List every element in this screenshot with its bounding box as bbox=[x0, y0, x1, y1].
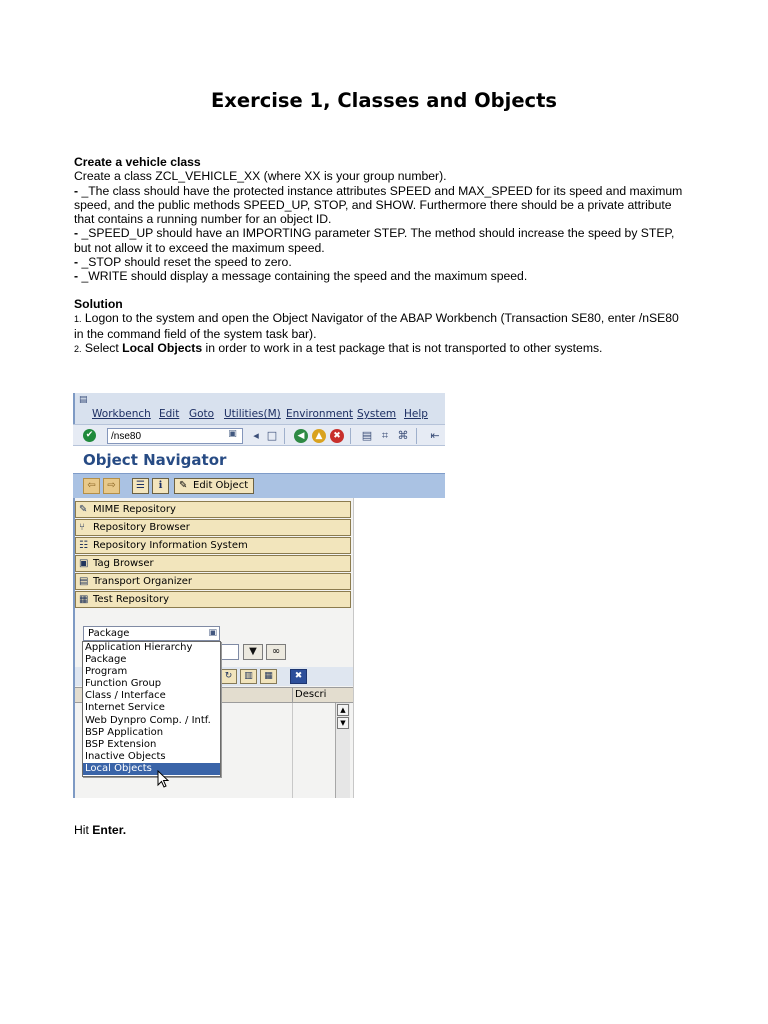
application-toolbar bbox=[73, 473, 445, 498]
first-page-icon[interactable]: ⇤ bbox=[430, 429, 440, 442]
bullet-item: - _WRITE should display a message containing the speed and the maximum speed. bbox=[74, 269, 528, 284]
menu-utilities[interactable]: Utilities(M) bbox=[224, 408, 281, 420]
menu-bar bbox=[73, 393, 445, 424]
nav-tab-transport-organizer[interactable]: ▤ Transport Organizer bbox=[75, 573, 351, 590]
cancel-icon[interactable]: ✖ bbox=[330, 429, 344, 443]
truck-icon: ▤ bbox=[79, 576, 89, 587]
info-icon[interactable]: ℹ bbox=[152, 478, 169, 494]
dropdown-option[interactable]: BSP Application bbox=[85, 726, 164, 738]
object-name-input[interactable] bbox=[220, 644, 239, 660]
mime-icon: ✎ bbox=[79, 504, 88, 515]
dropdown-option-local-objects[interactable]: Local Objects bbox=[83, 763, 220, 775]
nav-tab-repository-browser[interactable]: ⑂ Repository Browser bbox=[75, 519, 351, 536]
sap-screenshot bbox=[73, 393, 445, 798]
bullet-item: - _SPEED_UP should have an IMPORTING parameter STEP. The method should increase the speed by STEP, but not allow it to exceed the maximum speed. bbox=[74, 226, 675, 255]
expand-icon[interactable]: ▦ bbox=[260, 669, 277, 684]
object-type-select[interactable]: Package ▣ bbox=[83, 626, 220, 641]
scroll-down-icon[interactable]: ▼ bbox=[337, 717, 349, 729]
dropdown-arrow-button[interactable]: ▼ bbox=[243, 644, 263, 660]
nav-tab-test-repository[interactable]: ▦ Test Repository bbox=[75, 591, 351, 608]
dropdown-option[interactable]: BSP Extension bbox=[85, 738, 157, 750]
back-icon[interactable]: ◀ bbox=[294, 429, 308, 443]
enter-icon[interactable]: ✔ bbox=[83, 429, 96, 442]
vertical-scrollbar[interactable] bbox=[335, 703, 350, 798]
scroll-up-icon[interactable]: ▲ bbox=[337, 704, 349, 716]
menu-environment[interactable]: Environment bbox=[286, 408, 354, 420]
close-icon[interactable]: ✖ bbox=[290, 669, 307, 684]
hit-enter-instruction: Hit Enter. bbox=[74, 823, 127, 837]
column-header-description[interactable]: Descri bbox=[292, 687, 334, 703]
dropdown-option[interactable]: Function Group bbox=[85, 678, 162, 690]
app-title: Object Navigator bbox=[83, 451, 227, 469]
section-create-vehicle-class bbox=[74, 155, 684, 284]
save-icon[interactable]: □ bbox=[266, 429, 278, 442]
edit-object-button[interactable]: ✎ Edit Object bbox=[174, 478, 254, 494]
section-heading: Solution bbox=[74, 297, 123, 311]
nav-tab-mime-repository[interactable]: ✎ MIME Repository bbox=[75, 501, 351, 518]
dropdown-icon: ▣ bbox=[208, 628, 217, 638]
system-toolbar bbox=[73, 424, 445, 446]
menu-system[interactable]: System bbox=[357, 408, 397, 420]
menu-help[interactable]: Help bbox=[404, 408, 428, 420]
menu-goto[interactable]: Goto bbox=[189, 408, 215, 420]
refresh-icon[interactable]: ↻ bbox=[220, 669, 237, 684]
display-object-list-icon[interactable]: ☰ bbox=[132, 478, 149, 494]
dropdown-option[interactable]: Web Dynpro Comp. / Intf. bbox=[85, 714, 211, 726]
command-history-icon[interactable]: ▣ bbox=[228, 429, 237, 439]
command-field[interactable] bbox=[107, 428, 243, 444]
section-heading: Create a vehicle class bbox=[74, 155, 201, 169]
dropdown-option[interactable]: Inactive Objects bbox=[85, 750, 166, 762]
collapse-icon[interactable]: ▥ bbox=[240, 669, 257, 684]
system-menu-icon[interactable]: ▤ bbox=[79, 395, 88, 405]
tag-icon: ▣ bbox=[79, 558, 89, 569]
nav-tab-repository-information-system[interactable]: ☷ Repository Information System bbox=[75, 537, 351, 554]
dropdown-option[interactable]: Application Hierarchy bbox=[85, 642, 193, 653]
intro-text: Create a class ZCL_VEHICLE_XX (where XX is your group number). bbox=[74, 169, 447, 184]
test-icon: ▦ bbox=[79, 594, 89, 605]
find-icon[interactable]: ⌗ bbox=[381, 429, 389, 442]
step-item: 1. Logon to the system and open the Object Navigator of the ABAP Workbench (Transaction SE80, enter /nSE80 in the command field of the system task bar). bbox=[74, 311, 679, 341]
dropdown-option[interactable]: Internet Service bbox=[85, 702, 165, 714]
dropdown-option[interactable]: Class / Interface bbox=[85, 690, 166, 702]
tree-icon: ⑂ bbox=[79, 522, 85, 533]
display-glasses-button[interactable]: ∞ bbox=[266, 644, 286, 660]
print-icon[interactable]: ▤ bbox=[361, 429, 373, 442]
bullet-item: - _The class should have the protected instance attributes SPEED and MAX_SPEED for its speed and maximum speed, and the public methods SPEED_UP, STOP, and SHOW. Furthermore there should be a private attribute that contains a running number for an object ID. bbox=[74, 183, 683, 227]
previous-object-icon[interactable]: ⇦ bbox=[83, 478, 100, 494]
object-type-dropdown bbox=[82, 641, 221, 777]
menu-workbench[interactable]: Workbench bbox=[92, 408, 151, 420]
section-solution bbox=[74, 297, 684, 356]
info-system-icon: ☷ bbox=[79, 540, 88, 551]
menu-edit[interactable]: Edit bbox=[159, 408, 180, 420]
dropdown-option[interactable]: Package bbox=[85, 654, 127, 666]
back-small-icon[interactable]: ◂ bbox=[253, 429, 259, 442]
mouse-cursor-icon bbox=[157, 770, 171, 790]
page-title: Exercise 1, Classes and Objects bbox=[210, 89, 558, 112]
exit-icon[interactable]: ▲ bbox=[312, 429, 326, 443]
edit-object-icon: ✎ bbox=[179, 480, 188, 491]
next-object-icon[interactable]: ⇨ bbox=[103, 478, 120, 494]
dropdown-option[interactable]: Program bbox=[85, 666, 128, 678]
bullet-item: - _STOP should reset the speed to zero. bbox=[74, 255, 292, 270]
find-next-icon[interactable]: ⌘ bbox=[397, 429, 409, 442]
step-item: 2. Select Local Objects in order to work in a test package that is not transported to other systems. bbox=[74, 340, 603, 355]
nav-tab-tag-browser[interactable]: ▣ Tag Browser bbox=[75, 555, 351, 572]
